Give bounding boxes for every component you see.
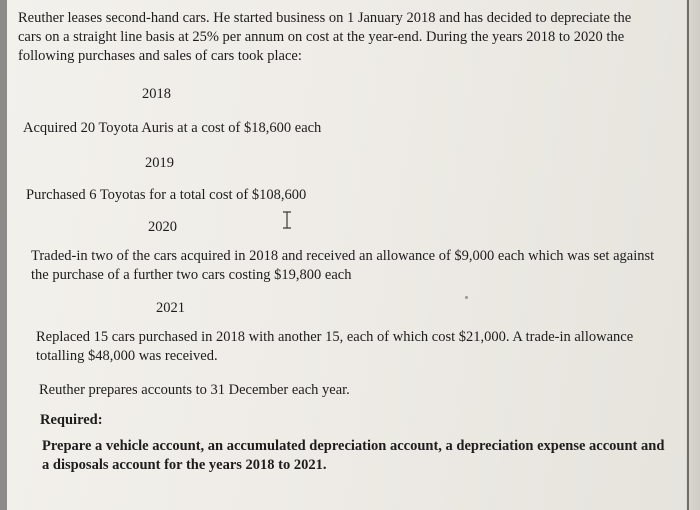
event-2021-line-1: Replaced 15 cars purchased in 2018 with another 15, each of which cost $21,000. A trade-in allowance [36, 329, 634, 345]
required-label: Required: [40, 412, 103, 428]
text-cursor-icon [282, 211, 292, 229]
event-2020-line-1: Traded-in two of the cars acquired in 2018 and received an allowance of $9,000 each which was set against [31, 248, 655, 264]
event-2018: Acquired 20 Toyota Auris at a cost of $18,600 each [23, 120, 322, 136]
year-heading-2018: 2018 [142, 86, 171, 102]
year-heading-2021: 2021 [156, 300, 185, 316]
event-2020-line-2: the purchase of a further two cars costing $19,800 each [31, 267, 352, 283]
intro-line-2: cars on a straight line basis at 25% per annum on cost at the year-end. During the years 2018 to 2020 the [18, 29, 625, 45]
event-2019: Purchased 6 Toyotas for a total cost of $108,600 [26, 187, 307, 203]
reporting-date: Reuther prepares accounts to 31 December each year. [39, 382, 350, 398]
required-task-line-1: Prepare a vehicle account, an accumulated depreciation account, a depreciation expense account and [42, 438, 665, 454]
required-task-line-2: a disposals account for the years 2018 to 2021. [42, 457, 327, 473]
intro-line-1: Reuther leases second-hand cars. He started business on 1 January 2018 and has decided to depreciate the [18, 10, 632, 26]
year-heading-2019: 2019 [145, 155, 174, 171]
speck [465, 296, 468, 299]
right-edge-line [687, 0, 689, 510]
intro-line-3: following purchases and sales of cars took place: [18, 48, 302, 64]
year-heading-2020: 2020 [148, 219, 177, 235]
left-edge [0, 0, 7, 510]
event-2021-line-2: totalling $48,000 was received. [36, 348, 218, 364]
